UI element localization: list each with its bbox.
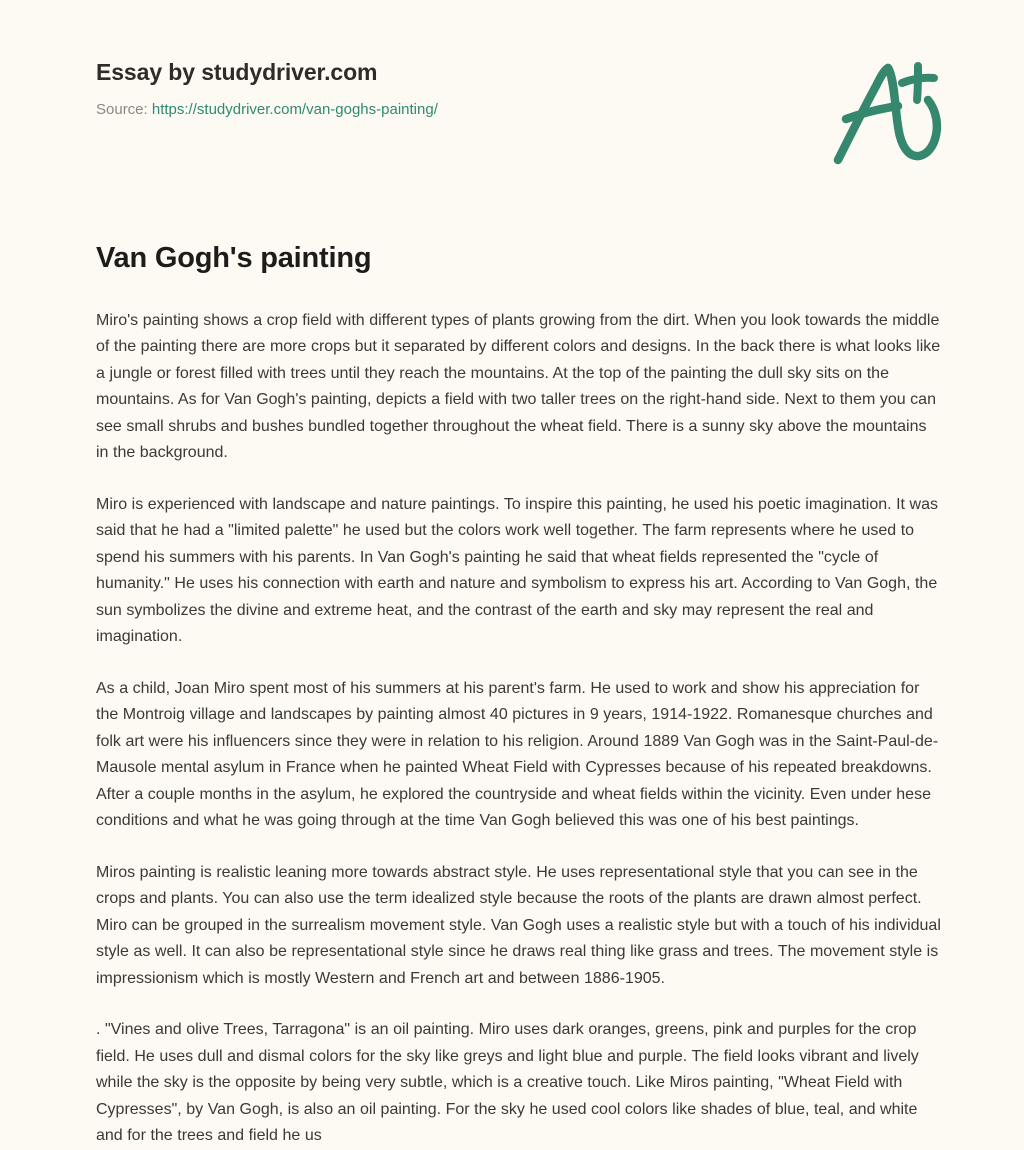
source-label: Source: — [96, 100, 148, 118]
studydriver-a-plus-logo[interactable] — [830, 56, 950, 172]
essay-byline: Essay by studydriver.com — [96, 59, 378, 85]
source-line — [96, 100, 736, 120]
source-url-link[interactable]: https://studydriver.com/van-goghs-painting/ — [151, 100, 438, 118]
paragraph: Miros painting is realistic leaning more towards abstract style. He uses representational style that you can see in the crops and plants. You can also use the term idealized style because the roots of the plants are drawn almost perfect. Miro can be grouped in the surrealism movement style. Van Gogh uses a realistic style but with a touch of his individual style as well. It can also be representational style since he draws real thing like grass and trees. The movement style is impressionism which is mostly Western and French art and between 1886-1905. — [96, 863, 941, 987]
paragraph: . "Vines and olive Trees, Tarragona" is an oil painting. Miro uses dark oranges, greens, pink and purples for the crop field. He uses dull and dismal colors for the sky like greys and light blue and purple. The field looks vibrant and lively while the sky is the opposite by being very subtle, which is a creative touch. Like Miros painting, "Wheat Field with Cypresses", by Van Gogh, is also an oil painting. For the sky he used cool colors like shades of blue, teal, and white and for the trees and field he us — [96, 1021, 919, 1145]
article-body — [96, 308, 942, 1150]
paragraph: Miro's painting shows a crop field with different types of plants growing from the dirt. When you look towards the middle of the painting there are more crops but it separated by different colors and designs. In the back there is what looks like a jungle or forest filled with trees until they reach the mountains. At the top of the painting the dull sky sits on the mountains. As for Van Gogh's painting, depicts a field with two taller trees on the right-hand side. Next to them you can see small shrubs and bushes bundled together throughout the wheat field. There is a sunny sky above the mountains in the background. — [96, 311, 941, 462]
a-plus-icon — [830, 56, 950, 172]
article — [96, 240, 942, 1150]
paragraph: As a child, Joan Miro spent most of his summers at his parent's farm. He used to work and show his appreciation for the Montroig village and landscapes by painting almost 40 pictures in 9 years, 1914-1922. Romanesque churches and folk art were his influencers since they were in relation to his religion. Around 1889 Van Gogh was in the Saint-Paul-de-Mausole mental asylum in France when he painted Wheat Field with Cypresses because of his repeated breakdowns. After a couple months in the asylum, he explored the countryside and wheat fields within the vicinity. Even under hese conditions and what he was going through at the time Van Gogh believed this was one of his best paintings. — [96, 679, 939, 830]
paragraph: Miro is experienced with landscape and nature paintings. To inspire this painting, he used his poetic imagination. It was said that he had a "limited palette" he used but the colors work well together. The farm represents where he used to spend his summers with his parents. In Van Gogh's painting he said that wheat fields represented the "cycle of humanity." He uses his connection with earth and nature and symbolism to express his art. According to Van Gogh, the sun symbolizes the divine and extreme heat, and the contrast of the earth and sky may represent the real and imagination. — [96, 495, 938, 646]
page-title: Van Gogh's painting — [96, 242, 372, 274]
brand-block — [96, 58, 736, 119]
page-header — [0, 0, 1024, 200]
